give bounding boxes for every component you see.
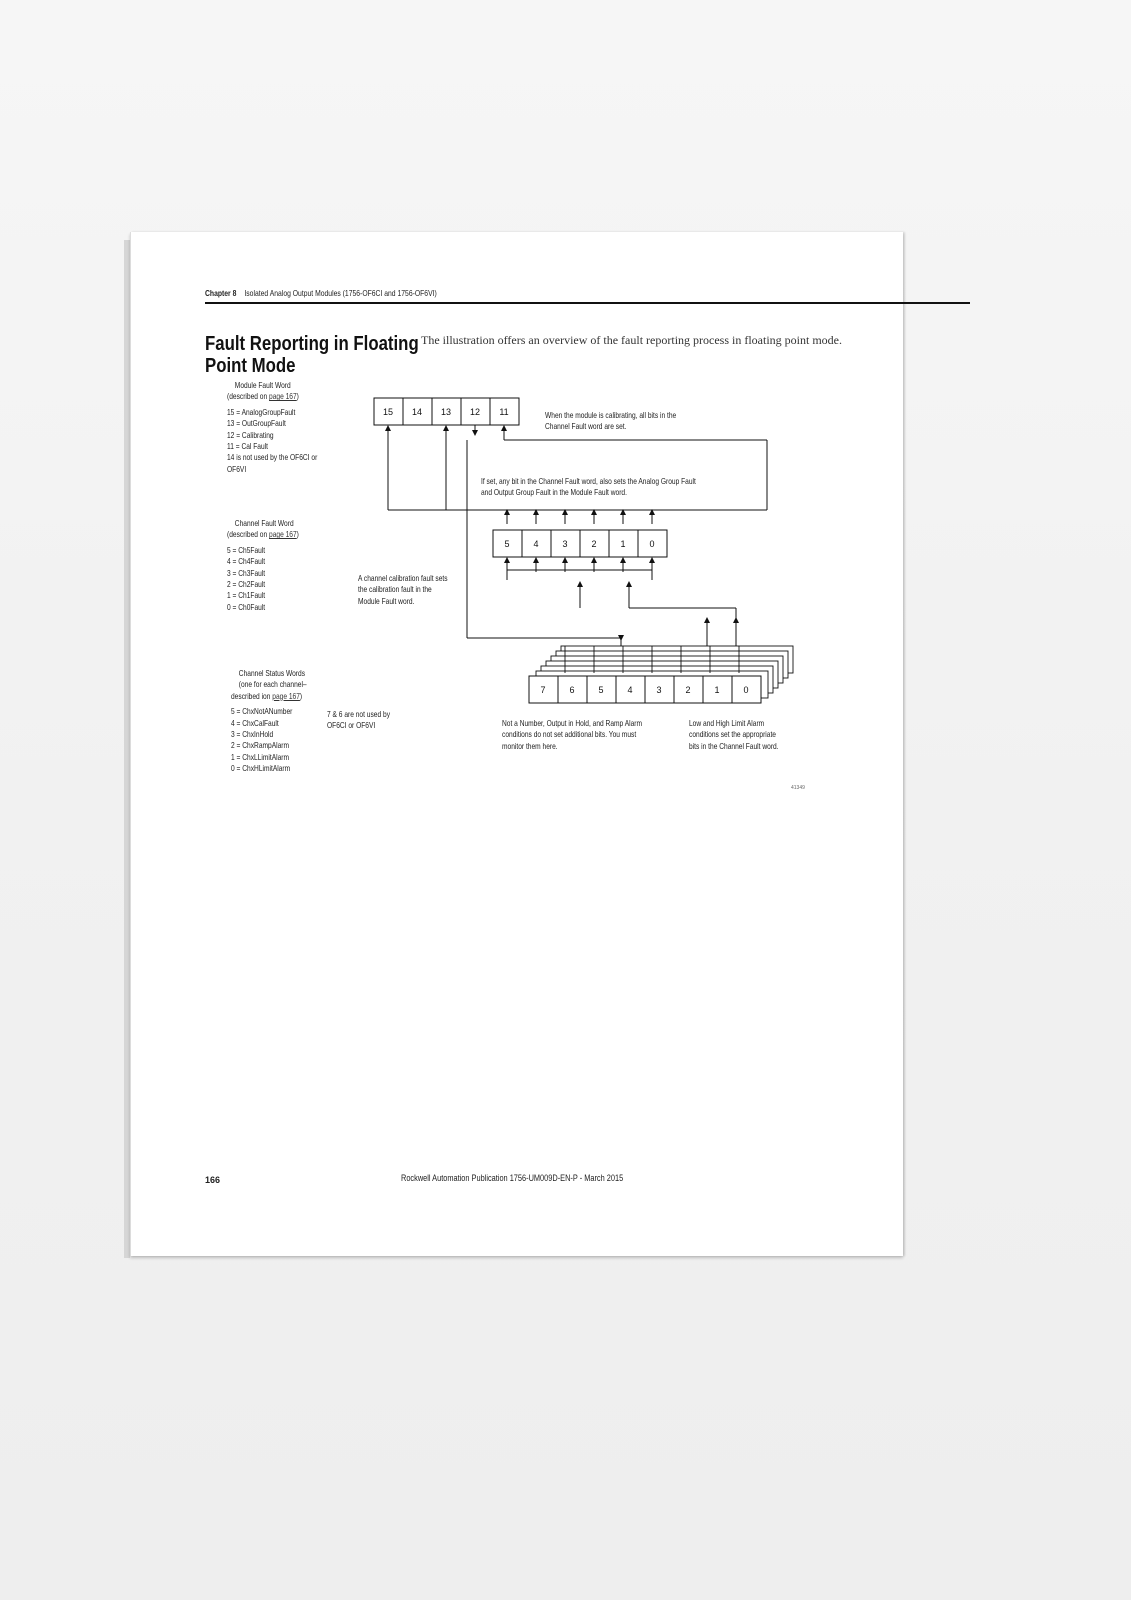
page-link[interactable]: page 167	[269, 529, 297, 540]
module-bit-cell: 11	[499, 407, 509, 417]
page-link[interactable]: page 167	[272, 690, 300, 701]
publication-footer: Rockwell Automation Publication 1756-UM009D-EN-P - March 2015	[401, 1173, 624, 1183]
status-bit-cell: 7	[540, 685, 546, 695]
status-bit-cell: 0	[743, 685, 749, 695]
module-bit-cell: 12	[469, 407, 481, 417]
legend-subheading: (one for each channel–	[238, 679, 307, 690]
if-set-annotation: If set, any bit in the Channel Fault word, also sets the Analog Group Fault and Output Group Fault in the Module Fault word.	[481, 476, 696, 498]
list-item: 14 is not used by the OF6CI or	[227, 452, 318, 463]
status-bit-cell: 5	[598, 685, 604, 695]
legend-subheading: described ion page 167)	[231, 690, 303, 701]
list-item: 11 = Cal Fault	[227, 441, 268, 452]
list-item: 3 = Ch3Fault	[227, 567, 266, 578]
channel-bit-cell: 3	[562, 539, 568, 549]
list-item: 2 = ChxRampAlarm	[231, 740, 290, 751]
list-item: 5 = ChxNotANumber	[231, 706, 293, 717]
list-item: 4 = ChxCalFault	[231, 717, 279, 728]
module-bit-cell: 13	[440, 407, 452, 417]
status-bit-cell: 4	[627, 685, 633, 695]
legend-heading: Channel Status Words	[238, 668, 306, 678]
module-bit-cell: 14	[411, 407, 423, 417]
list-item: 3 = ChxInHold	[231, 729, 274, 740]
section-title: Fault Reporting in Floating Point Mode	[205, 333, 419, 377]
status-bit-cell: 1	[714, 685, 720, 695]
list-item: 15 = AnalogGroupFault	[227, 406, 296, 417]
channel-bit-cell: 4	[533, 539, 539, 549]
status-bit-cell: 2	[685, 685, 691, 695]
list-item: 13 = OutGroupFault	[227, 418, 286, 429]
list-item: OF6VI	[227, 463, 247, 474]
channel-status-word-register	[529, 676, 761, 703]
list-item: 5 = Ch5Fault	[227, 544, 266, 555]
chapter-label: Chapter 8	[205, 288, 237, 298]
legend-heading: Channel Fault Word	[234, 518, 294, 528]
list-item: 1 = Ch1Fault	[227, 590, 266, 601]
status-bit-cell: 6	[569, 685, 575, 695]
channel-bit-cell: 1	[620, 539, 626, 549]
chapter-title: Isolated Analog Output Modules (1756-OF6CI and 1756-OF6VI)	[244, 288, 437, 298]
module-bit-cell: 15	[382, 407, 394, 417]
list-item: 12 = Calibrating	[227, 429, 274, 440]
legend-subheading: (described on page 167)	[227, 391, 299, 402]
calibrating-annotation: When the module is calibrating, all bits in the Channel Fault word are set.	[545, 410, 677, 432]
intro-paragraph: The illustration offers an overview of the fault reporting process in floating point mode.	[421, 333, 843, 347]
legend-heading: Module Fault Word	[234, 380, 291, 390]
cal-fault-annotation: A channel calibration fault sets the calibration fault in the Module Fault word.	[358, 573, 448, 606]
document-page	[130, 232, 903, 1256]
list-item: 0 = ChxHLimitAlarm	[231, 763, 291, 774]
nan-hold-ramp-annotation: Not a Number, Output in Hold, and Ramp Alarm conditions do not set additional bits. You must monitor them here.	[502, 718, 643, 751]
channel-bit-cell: 5	[504, 539, 510, 549]
figure-id: 41349	[791, 785, 805, 791]
status-bit-cell: 3	[656, 685, 662, 695]
list-item: 2 = Ch2Fault	[227, 579, 266, 590]
legend-subheading: (described on page 167)	[227, 529, 299, 540]
list-item: 4 = Ch4Fault	[227, 556, 266, 567]
list-item: 0 = Ch0Fault	[227, 601, 266, 612]
unused-bits-note: 7 & 6 are not used by OF6CI or OF6VI	[327, 709, 391, 731]
channel-bit-cell: 0	[649, 539, 655, 549]
limit-alarm-annotation: Low and High Limit Alarm conditions set the appropriate bits in the Channel Fault word.	[689, 718, 779, 751]
channel-bit-cell: 2	[591, 539, 597, 549]
page-number: 166	[205, 1175, 221, 1185]
page-link[interactable]: page 167	[269, 391, 297, 402]
list-item: 1 = ChxLLimitAlarm	[231, 751, 290, 762]
channel-fault-word-register	[493, 530, 667, 557]
